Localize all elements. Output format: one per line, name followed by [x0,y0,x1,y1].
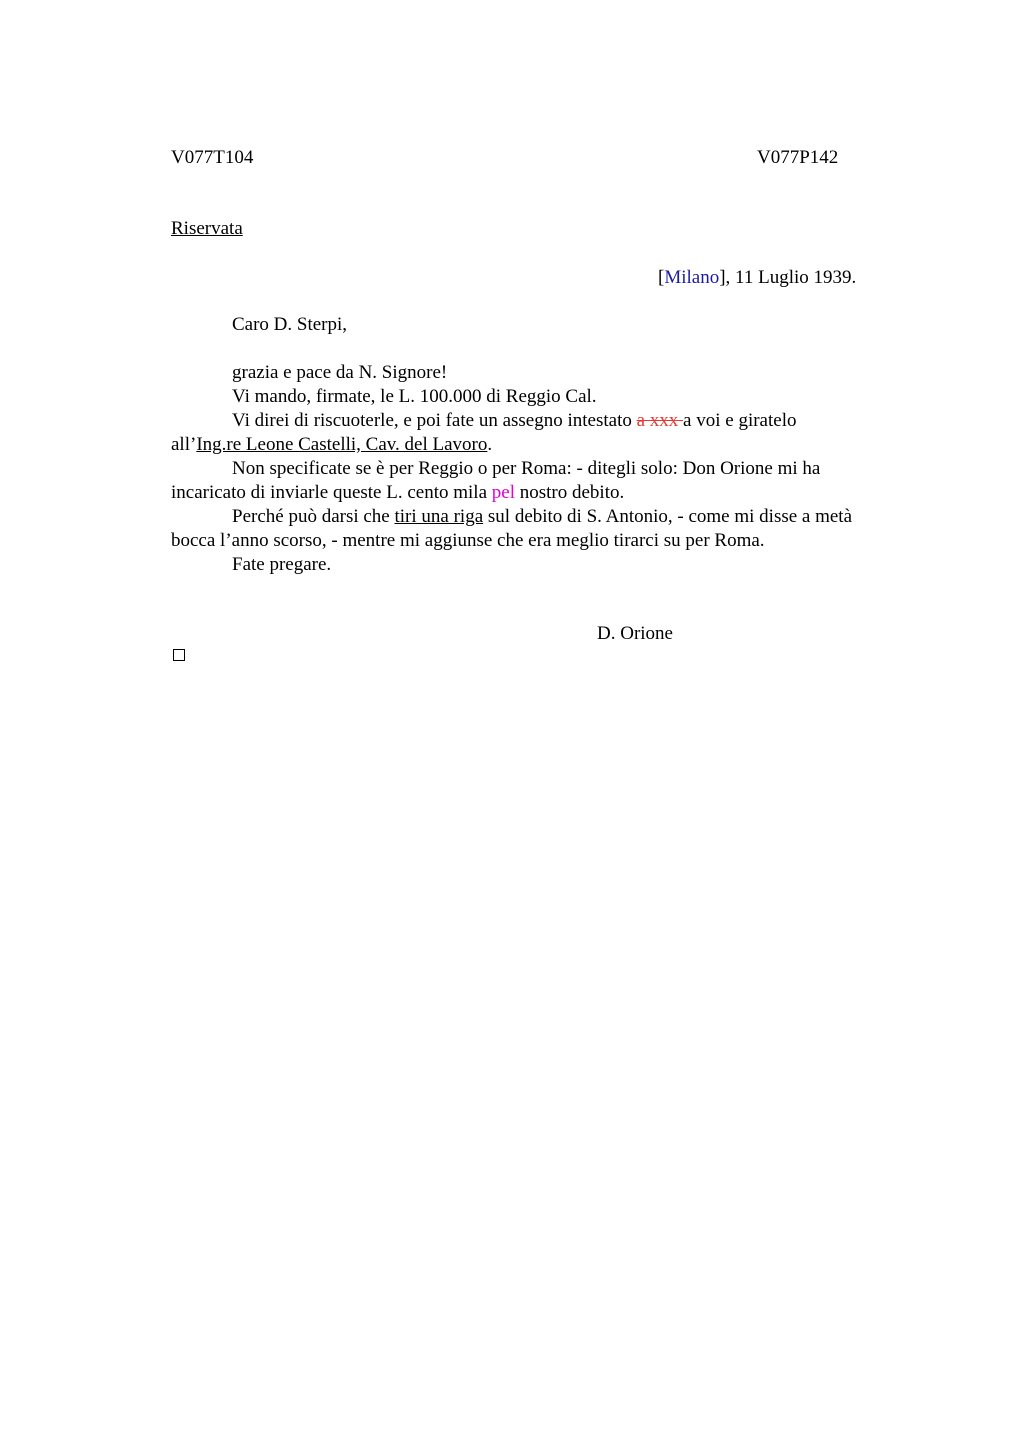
paragraph-4-line-1 [171,505,916,529]
paragraph-1: Vi mando, firmate, le L. 100.000 di Reggio Cal. [232,386,597,407]
paragraph-4-text-a: Perché può darsi che [232,506,395,527]
paragraph-2-text-a: Vi direi di riscuoterle, e poi fate un assegno intestato [232,410,637,431]
paragraph-5: Fate pregare. [232,554,332,575]
underlined-phrase: tiri una riga [394,506,484,527]
header-left-code: V077T104 [171,147,254,168]
paragraph-3-line-2 [171,481,916,505]
letter-body [171,361,916,577]
paragraph-4-line-2: bocca l’anno scorso, - mentre mi aggiunse che era meglio tirarci su per Roma. [171,530,765,551]
paragraph-2-text-d: . [487,434,493,455]
dateline-bracket: [ [658,267,665,288]
inserted-text: pel [491,482,515,503]
salutation: Caro D. Sterpi, [232,314,348,335]
confidential-label: Riservata [171,218,243,239]
paragraph-3-text-c: nostro debito. [514,482,625,503]
deleted-text: a xxx [636,410,684,431]
dateline-date: ], 11 Luglio 1939. [719,267,857,288]
paragraph-2-line-1 [171,409,916,433]
paragraph-2-text-b: a voi e giratelo [683,410,797,431]
dateline-place: Milano [664,267,720,288]
recipient-name: Ing.re Leone Castelli, Cav. del Lavoro [196,434,488,455]
paragraph-3-text-b: incaricato di inviarle queste L. cento mila [171,482,492,503]
dateline [658,266,856,290]
paragraph-2-line-2 [171,433,916,457]
greeting-line: grazia e pace da N. Signore! [232,362,448,383]
paragraph-4-text-b: sul debito di S. Antonio, - come mi disse a metà [483,506,853,527]
square-box-icon [173,649,185,661]
signature: D. Orione [597,623,673,644]
header-right-code: V077P142 [757,147,839,168]
paragraph-2-text-c: all’ [171,434,197,455]
paragraph-3-line-1: Non specificate se è per Reggio o per Roma: - ditegli solo: Don Orione mi ha [232,458,821,479]
